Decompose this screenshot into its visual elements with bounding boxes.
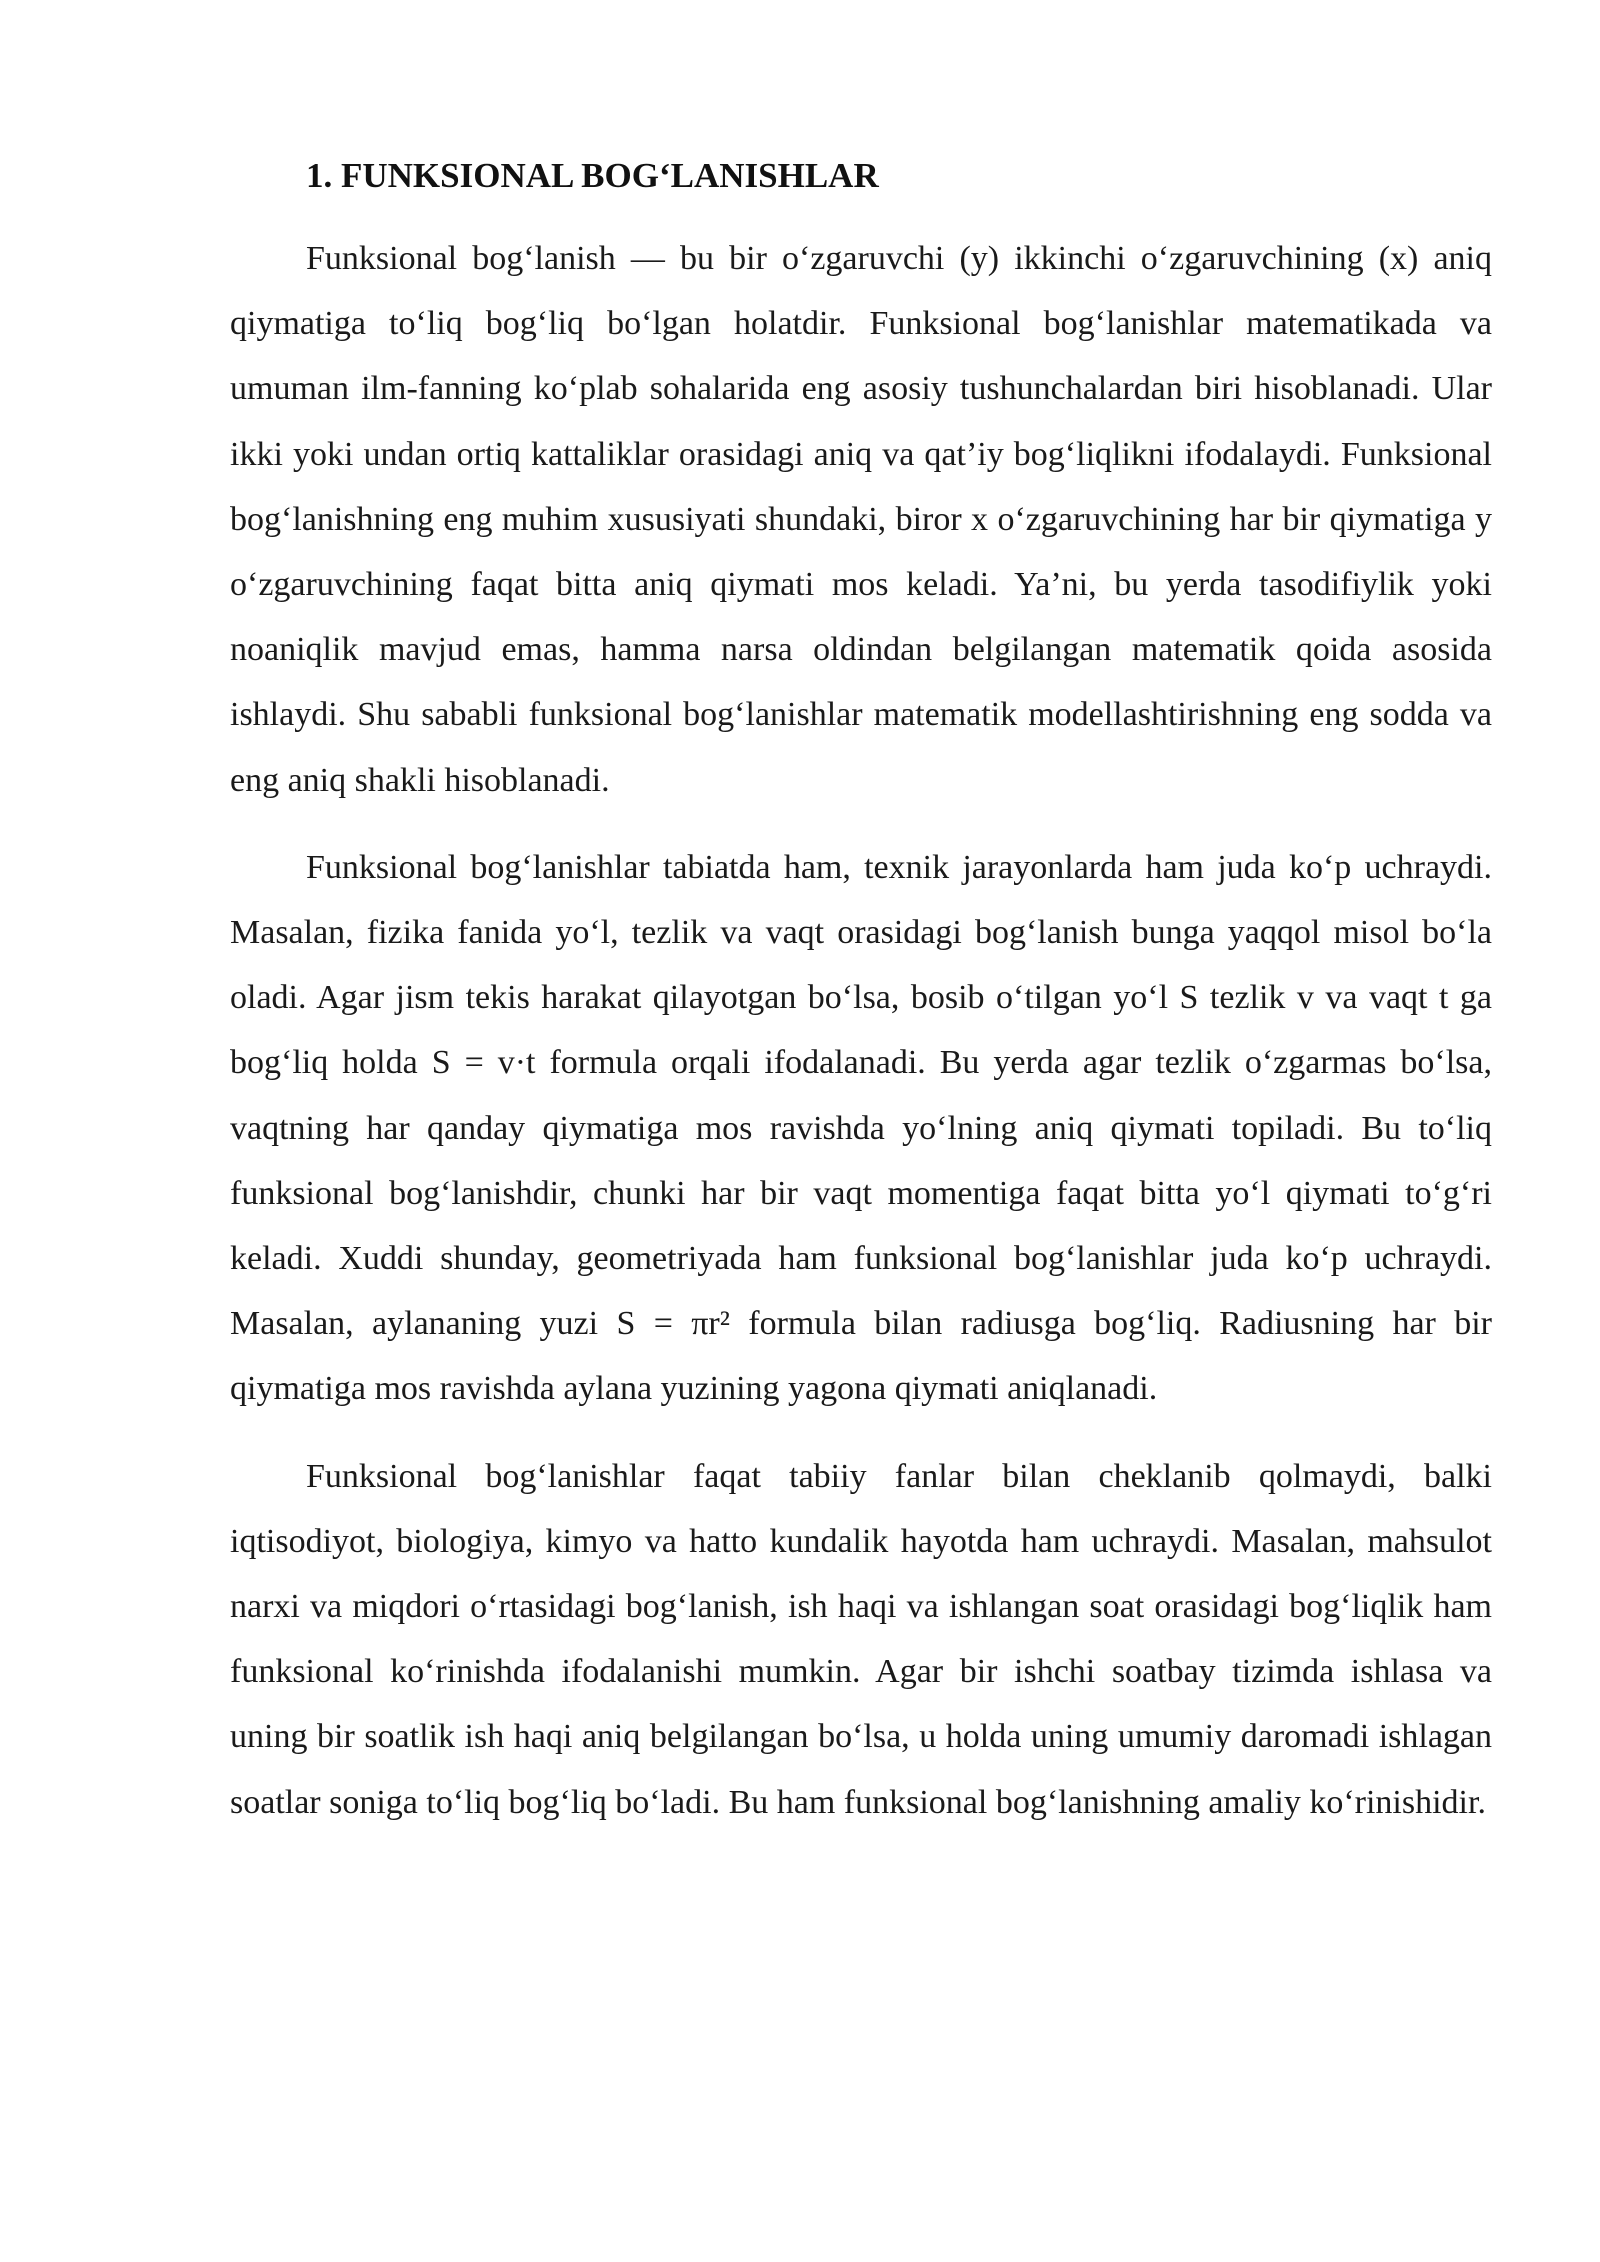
paragraph-2: Funksional bog‘lanishlar tabiatda ham, texnik jarayonlarda ham juda ko‘p uchraydi. Masalan, fizika fanida yo‘l, tezlik va vaqt orasidagi bog‘lanish bunga yaqqol misol bo‘la oladi. Agar jism tekis harakat qilayotgan bo‘lsa, bosib o‘tilgan yo‘l S tezlik v va vaqt t ga bog‘liq holda S = v·t formula orqali ifodalanadi. Bu yerda agar tezlik o‘zgarmas bo‘lsa, vaqtning har qanday qiymatiga mos ravishda yo‘lning aniq qiymati topiladi. Bu to‘liq funksional bog‘lanishdir, chunki har bir vaqt momentiga faqat bitta yo‘l qiymati to‘g‘ri keladi. Xuddi shunday, geometriyada ham funksional bog‘lanishlar juda ko‘p uchraydi. Masalan, aylananing yuzi S = πr² formula bilan radiusga bog‘liq. Radiusning har bir qiymatiga mos ravishda aylana yuzining yagona qiymati aniqlanadi. bbox=[230, 848, 1492, 1408]
section-heading: 1. FUNKSIONAL BOG‘LANISHLAR bbox=[306, 156, 879, 195]
paragraph-3: Funksional bog‘lanishlar faqat tabiiy fanlar bilan cheklanib qolmaydi, balki iqtisodiyot, biologiya, kimyo va hatto kundalik hayotda ham uchraydi. Masalan, mahsulot narxi va miqdori o‘rtasidagi bog‘lanish, ish haqi va ishlangan soat orasidagi bog‘liqlik ham funksional ko‘rinishda ifodalanishi mumkin. Agar bir ishchi soatbay tizimda ishlasa va uning bir soatlik ish haqi aniq belgilangan bo‘lsa, u holda uning umumiy daromadi ishlagan soatlar soniga to‘liq bog‘liq bo‘ladi. Bu ham funksional bog‘lanishning amaliy ko‘rinishidir. bbox=[230, 1457, 1492, 1821]
paragraph-1: Funksional bog‘lanish — bu bir o‘zgaruvchi (y) ikkinchi o‘zgaruvchining (x) aniq qiymatiga to‘liq bog‘liq bo‘lgan holatdir. Funksional bog‘lanishlar matematikada va umuman ilm-fanning ko‘plab sohalarida eng asosiy tushunchalardan biri hisoblanadi. Ular ikki yoki undan ortiq kattaliklar orasidagi aniq va qat’iy bog‘liqlikni ifodalaydi. Funksional bog‘lanishning eng muhim xususiyati shundaki, biror x o‘zgaruvchining har bir qiymatiga y o‘zgaruvchining faqat bitta aniq qiymati mos keladi. Ya’ni, bu yerda tasodifiylik yoki noaniqlik mavjud emas, hamma narsa oldindan belgilangan matematik qoida asosida ishlaydi. Shu sababli funksional bog‘lanishlar matematik modellashtirishning eng sodda va eng aniq shakli hisoblanadi. bbox=[230, 240, 1492, 799]
document-body bbox=[230, 150, 1492, 1857]
